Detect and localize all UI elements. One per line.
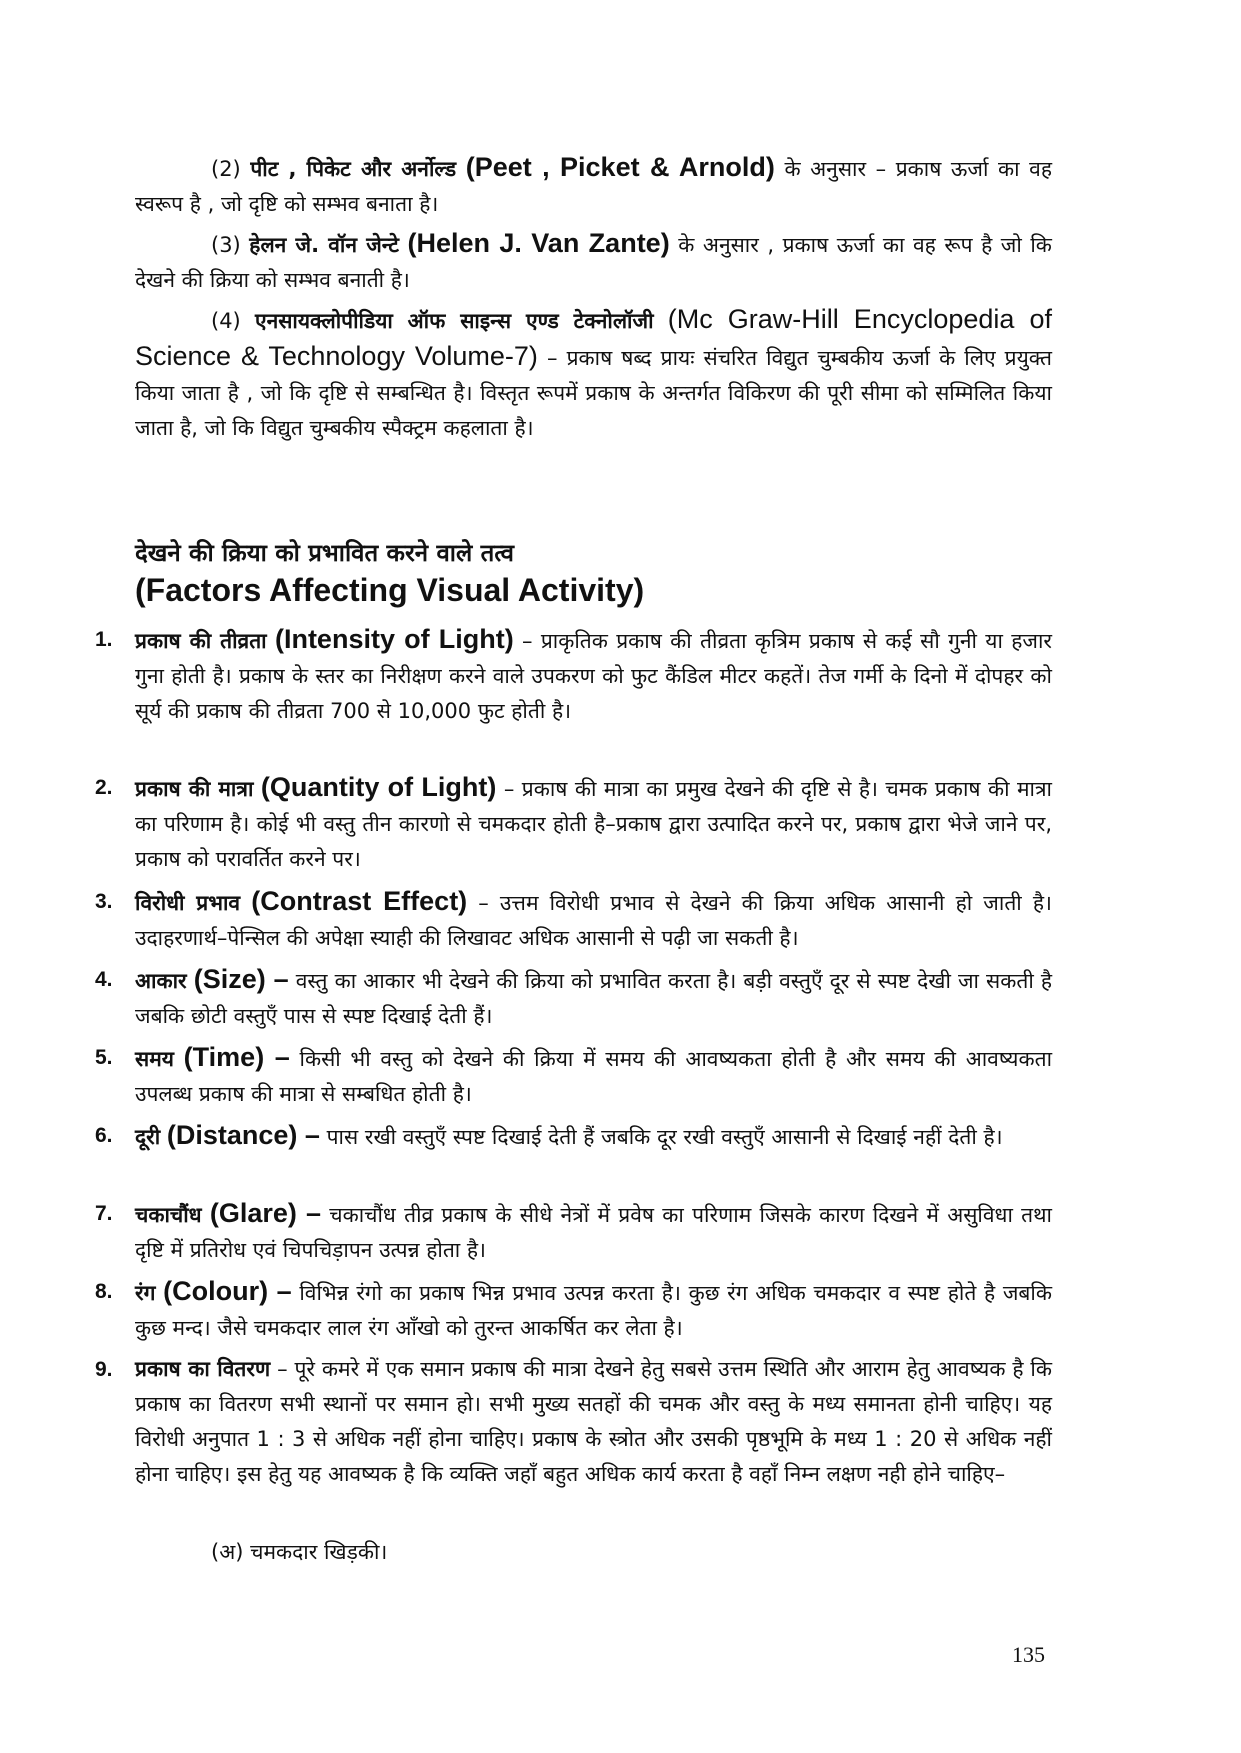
factor-title-english: (Intensity of Light) <box>274 624 514 654</box>
definition-text: – प्रकाष षब्द प्रायः संचरित विद्युत चुम्बकीय ऊर्जा के लिए प्रयुक्त किया जाता है , जो कि दृष्टि से सम्बन्धित है। विस्तृत रूपमें प्रकाष के अन्तर्गत विकिरण की पूरी सीमा को सम्मिलित किया जाता है, जो कि विद्युत चुम्बकीय स्पैक्ट्रम कहलाता है। <box>135 346 1052 440</box>
definition-3 <box>135 226 1052 298</box>
factor-title-hindi: दूरी <box>135 1125 161 1149</box>
factor-title-hindi: रंग <box>135 1281 156 1305</box>
factor-number: 1. <box>95 628 113 651</box>
factor-text: – पूरे कमरे में एक समान प्रकाष की मात्रा देखने हेतु सबसे उत्तम स्थिति और आराम हेतु आवष्यक है कि प्रकाष का वितरण सभी स्थानों पर समान हो। सभी मुख्य सतहों की चमक और वस्तु के मध्य समानता होनी चाहिए। यह विरोधी अनुपात 1 : 3 से अधिक नहीं होना चाहिए। प्रकाष के स्त्रोत और उसकी पृष्ठभूमि के मध्य 1 : 20 से अधिक नहीं होना चाहिए। इस हेतु यह आवष्यक है कि व्यक्ति जहाँ बहुत अधिक कार्य करता है वहाँ निम्न लक्षण नही होने चाहिए– <box>135 1357 1052 1486</box>
factor-title-hindi: प्रकाष की तीव्रता <box>135 629 267 653</box>
definition-4 <box>135 302 1052 446</box>
factor-number: 7. <box>95 1202 113 1225</box>
factor-title-english: (Distance) – <box>166 1120 320 1150</box>
factor-text: चकाचौंध तीव्र प्रकाष के सीधे नेत्रों में प्रवेष का परिणाम जिसके कारण दिखने में असुविधा तथा दृष्टि में प्रतिरोध एवं चिपचिड़ापन उत्पन्न होता है। <box>135 1203 1052 1262</box>
factor-title-hindi: चकाचौंध <box>135 1203 202 1227</box>
factor-title-english: (Time) – <box>183 1042 290 1072</box>
definition-author-english: (Mc Graw-Hill Encyclopedia of Science & Technology Volume-7) <box>135 304 1052 371</box>
factor-title-hindi: प्रकाष की मात्रा <box>135 777 254 801</box>
factor-title-english: (Size) – <box>193 964 289 994</box>
definition-author-hindi: हेलन जे. वॉन जेन्टे <box>249 233 399 257</box>
factor-title-hindi: आकार <box>135 969 187 993</box>
factor-text: किसी भी वस्तु को देखने की क्रिया में समय की आवष्यकता होती है और समय की आवष्यकता उपलब्ध प्रकाष की मात्रा से सम्बधित होती है। <box>135 1047 1053 1106</box>
definition-author-hindi: पीट , पिकेट और अर्नोल्ड <box>250 157 457 181</box>
factor-item <box>95 622 1052 729</box>
factor-text: वस्तु का आकार भी देखने की क्रिया को प्रभावित करता है। बड़ी वस्तुएँ दूर से स्पष्ट देखी जा सकती है जबकि छोटी वस्तुएँ पास से स्पष्ट दिखाई देती हैं। <box>135 969 1052 1028</box>
factor-item <box>95 1040 1052 1112</box>
factor-text: – उत्तम विरोधी प्रभाव से देखने की क्रिया अधिक आसानी हो जाती है। उदाहरणार्थ–पेन्सिल की अपेक्षा स्याही की लिखावट अधिक आसानी से पढ़ी जा सकती है। <box>135 891 1052 950</box>
definition-author-english: (Peet , Picket & Arnold) <box>465 152 775 182</box>
factor-item <box>95 1118 1052 1155</box>
factor-item <box>95 1352 1052 1492</box>
factor-text: – प्रकाष की मात्रा का प्रमुख देखने की दृष्टि से है। चमक प्रकाष की मात्रा का परिणाम है। कोई भी वस्तु तीन कारणो से चमकदार होती है–प्रकाष द्वारा उत्पादित करने पर, प्रकाष द्वारा भेजे जाने पर, प्रकाष को परावर्तित करने पर। <box>135 777 1052 871</box>
factor-title-english: (Contrast Effect) <box>251 886 468 916</box>
definition-number: (4) <box>211 309 241 333</box>
factor-number: 2. <box>95 776 113 799</box>
factor-number: 8. <box>95 1280 113 1303</box>
definition-author-hindi: एनसायक्लोपीडिया ऑफ साइन्स एण्ड टेक्नोलॉजी <box>254 309 654 333</box>
definition-author-english: (Helen J. Van Zante) <box>407 228 670 258</box>
section-heading-english: (Factors Affecting Visual Activity) <box>135 572 645 608</box>
definition-number: (2) <box>211 157 241 181</box>
factor-item <box>95 770 1052 877</box>
section-heading-hindi: देखने की क्रिया को प्रभावित करने वाले तत्व <box>135 539 515 567</box>
factor-item <box>95 1274 1052 1346</box>
definition-text: के अनुसार , प्रकाष ऊर्जा का वह रूप है जो कि देखने की क्रिया को सम्भव बनाती है। <box>135 233 1052 292</box>
definition-number: (3) <box>211 233 241 257</box>
factor-item <box>95 962 1052 1034</box>
factor-title-english: (Quantity of Light) <box>260 772 497 802</box>
definition-text: के अनुसार – प्रकाष ऊर्जा का वह स्वरूप है , जो दृष्टि को सम्भव बनाता है। <box>135 157 1052 216</box>
factor-text: पास रखी वस्तुएँ स्पष्ट दिखाई देती हैं जबकि दूर रखी वस्तुएँ आसानी से दिखाई नहीं देती है। <box>326 1125 1003 1149</box>
factor-item <box>95 884 1052 956</box>
factor-item <box>95 1196 1052 1268</box>
factor-number: 4. <box>95 968 113 991</box>
factor-title-english: (Colour) – <box>163 1276 292 1306</box>
factor-title-hindi: समय <box>135 1047 174 1071</box>
factor-number: 6. <box>95 1124 113 1147</box>
factor-title-english: (Glare) – <box>209 1198 321 1228</box>
factor-number: 3. <box>95 890 113 913</box>
factor-number: 5. <box>95 1046 113 1069</box>
page-number: 135 <box>1012 1642 1045 1667</box>
factor-number: 9. <box>95 1358 113 1381</box>
sub-item: (अ) चमकदार खिड़की। <box>211 1540 388 1564</box>
factor-text: विभिन्न रंगो का प्रकाष भिन्न प्रभाव उत्पन्न करता है। कुछ रंग अधिक चमकदार व स्पष्ट होते है जबकि कुछ मन्द। जैसे चमकदार लाल रंग आँखो को तुरन्त आकर्षित कर लेता है। <box>135 1281 1052 1340</box>
definition-2 <box>135 150 1052 222</box>
factor-title-hindi: विरोधी प्रभाव <box>135 891 241 915</box>
factor-text: – प्राकृतिक प्रकाष की तीव्रता कृत्रिम प्रकाष से कई सौ गुनी या हजार गुना होती है। प्रकाष के स्तर का निरीक्षण करने वाले उपकरण को फुट कैंडिल मीटर कहतें। तेज गर्मी के दिनो में दोपहर को सूर्य की प्रकाष की तीव्रता 700 से 10,000 फुट होती है। <box>135 629 1053 723</box>
factor-title-hindi: प्रकाष का वितरण <box>135 1357 271 1381</box>
